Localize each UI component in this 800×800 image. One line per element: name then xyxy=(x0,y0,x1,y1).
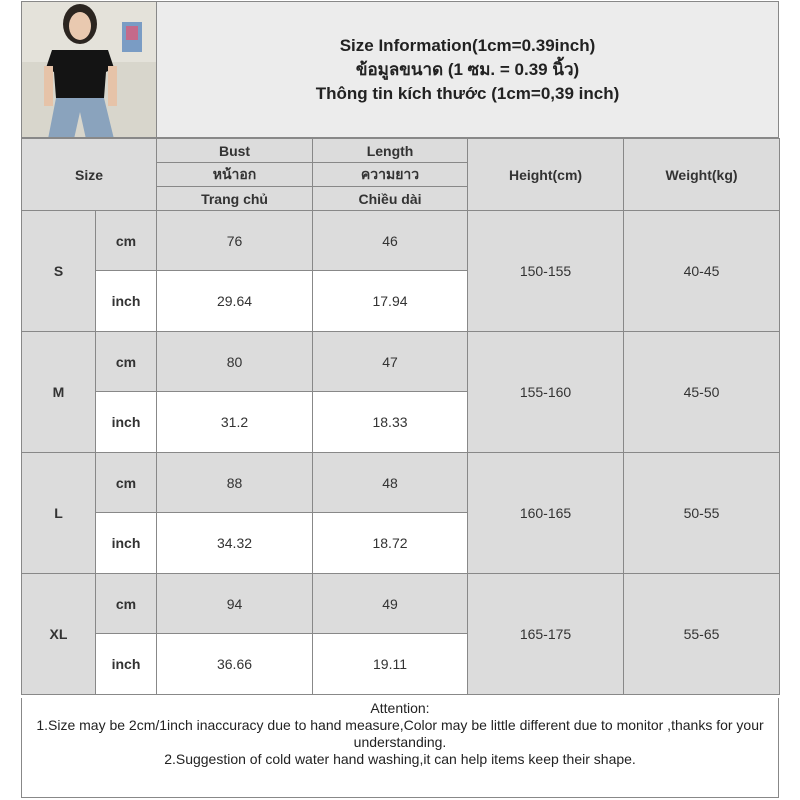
length-cm: 47 xyxy=(313,332,468,392)
unit-cm: cm xyxy=(96,332,157,392)
bust-cm: 76 xyxy=(157,211,313,271)
size-label: M xyxy=(22,332,96,453)
unit-inch: inch xyxy=(96,392,157,453)
length-inch: 19.11 xyxy=(313,634,468,695)
bust-cm: 80 xyxy=(157,332,313,392)
bust-header-vi: Trang chủ xyxy=(157,187,313,211)
size-chart-table xyxy=(21,138,780,695)
attention-note-2: 2.Suggestion of cold water hand washing,it can help items keep their shape. xyxy=(164,751,636,767)
unit-cm: cm xyxy=(96,211,157,271)
attention-title: Attention: xyxy=(370,700,430,716)
size-info-header xyxy=(157,1,779,138)
length-inch: 17.94 xyxy=(313,271,468,332)
length-header-th: ความยาว xyxy=(313,163,468,187)
bust-inch: 34.32 xyxy=(157,513,313,574)
length-cm: 48 xyxy=(313,453,468,513)
bust-cm: 88 xyxy=(157,453,313,513)
size-label: XL xyxy=(22,574,96,695)
header-vietnamese: Thông tin kích thước (1cm=0,39 inch) xyxy=(315,83,620,103)
length-cm: 49 xyxy=(313,574,468,634)
height-range: 150-155 xyxy=(468,211,624,332)
size-header: Size xyxy=(22,139,157,211)
bust-cm: 94 xyxy=(157,574,313,634)
length-inch: 18.72 xyxy=(313,513,468,574)
height-range: 155-160 xyxy=(468,332,624,453)
bust-inch: 31.2 xyxy=(157,392,313,453)
size-label: S xyxy=(22,211,96,332)
height-header: Height(cm) xyxy=(468,139,624,211)
product-photo xyxy=(21,1,157,138)
unit-inch: inch xyxy=(96,634,157,695)
model-image xyxy=(22,2,157,138)
weight-range: 40-45 xyxy=(624,211,780,332)
bust-header-en: Bust xyxy=(157,139,313,163)
attention-note-1: 1.Size may be 2cm/1inch inaccuracy due to hand measure,Color may be little different due to monitor ,thanks for your understanding. xyxy=(36,717,764,750)
length-header-vi: Chiều dài xyxy=(313,187,468,211)
unit-inch: inch xyxy=(96,513,157,574)
attention-notes xyxy=(21,698,779,798)
weight-range: 45-50 xyxy=(624,332,780,453)
bust-inch: 29.64 xyxy=(157,271,313,332)
length-header-en: Length xyxy=(313,139,468,163)
length-inch: 18.33 xyxy=(313,392,468,453)
header-english: Size Information(1cm=0.39inch) xyxy=(339,35,596,55)
bust-header-th: หน้าอก xyxy=(157,163,313,187)
header-thai: ข้อมูลขนาด (1 ซม. = 0.39 นิ้ว) xyxy=(355,59,580,79)
height-range: 165-175 xyxy=(468,574,624,695)
weight-header: Weight(kg) xyxy=(624,139,780,211)
size-label: L xyxy=(22,453,96,574)
unit-cm: cm xyxy=(96,574,157,634)
bust-inch: 36.66 xyxy=(157,634,313,695)
unit-cm: cm xyxy=(96,453,157,513)
weight-range: 50-55 xyxy=(624,453,780,574)
length-cm: 46 xyxy=(313,211,468,271)
unit-inch: inch xyxy=(96,271,157,332)
weight-range: 55-65 xyxy=(624,574,780,695)
height-range: 160-165 xyxy=(468,453,624,574)
